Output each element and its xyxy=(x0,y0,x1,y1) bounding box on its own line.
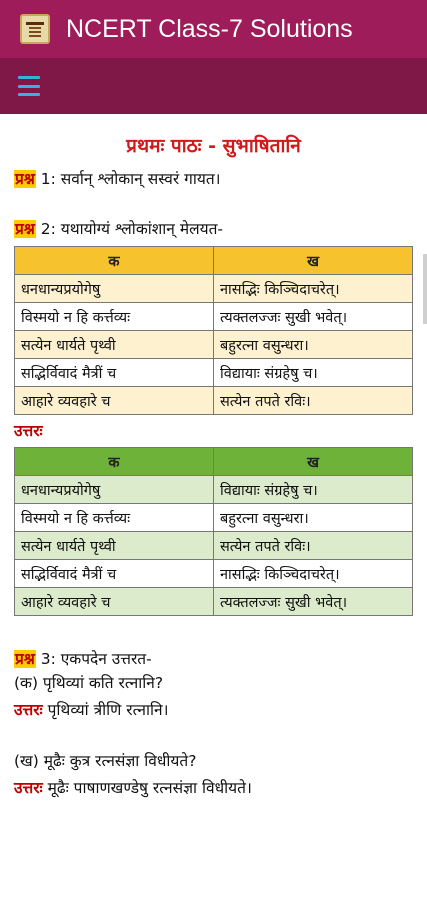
question-text: 2: यथायोग्यं श्लोकांशान् मेलयत- xyxy=(35,220,224,238)
table-cell: आहारे व्यवहारे च xyxy=(15,588,214,616)
question-text: 3: एकपदेन उत्तरत- xyxy=(35,650,152,668)
table-cell: त्यक्तलज्जः सुखी भवेत्। xyxy=(214,303,413,331)
answer-label: उत्तरः xyxy=(14,779,43,797)
table-cell: सत्येन धार्यते पृथ्वी xyxy=(15,331,214,359)
scrollbar[interactable] xyxy=(423,254,427,324)
column-header: क xyxy=(15,247,214,275)
toolbar xyxy=(0,58,427,114)
hamburger-menu-icon[interactable] xyxy=(18,76,40,96)
table-cell: नासद्भिः किञ्चिदाचरेत्। xyxy=(214,275,413,303)
table-cell: बहुरत्ना वसुन्धरा। xyxy=(214,504,413,532)
table-cell: विद्यायाः संग्रहेषु च। xyxy=(214,359,413,387)
table-row xyxy=(15,387,413,415)
match-table xyxy=(14,246,413,415)
sub-answer xyxy=(14,775,413,802)
table-row xyxy=(15,560,413,588)
column-header: क xyxy=(15,448,214,476)
table-cell: बहुरत्ना वसुन्धरा। xyxy=(214,331,413,359)
answer-text: पृथिव्यां त्रीणि रत्नानि। xyxy=(42,701,169,719)
question-1 xyxy=(14,168,413,190)
table-cell: आहारे व्यवहारे च xyxy=(15,387,214,415)
app-book-icon xyxy=(20,14,50,44)
table-cell: त्यक्तलज्जः सुखी भवेत्। xyxy=(214,588,413,616)
sub-question: (क) पृथिव्यां कति रत्नानि? xyxy=(14,674,164,692)
lesson-title: प्रथमः पाठः - सुभाषितानि xyxy=(126,135,301,157)
app-bar xyxy=(0,0,427,58)
question-3 xyxy=(14,648,413,670)
table-row xyxy=(15,476,413,504)
table-cell: सत्येन धार्यते पृथ्वी xyxy=(15,532,214,560)
table-row xyxy=(15,303,413,331)
app-title: NCERT Class-7 Solutions xyxy=(66,14,353,43)
sub-question: (ख) मूढैः कुत्र रत्नसंज्ञा विधीयते? xyxy=(14,752,197,770)
answer-text: मूढैः पाषाणखण्डेषु रत्नसंज्ञा विधीयते। xyxy=(42,779,252,797)
table-cell: विस्मयो न हि कर्त्तव्यः xyxy=(15,504,214,532)
content-area xyxy=(0,114,427,802)
question-label: प्रश्न xyxy=(15,170,35,188)
table-cell: धनधान्यप्रयोगेषु xyxy=(15,275,214,303)
table-row xyxy=(15,331,413,359)
table-row xyxy=(15,504,413,532)
table-header-row xyxy=(15,448,413,476)
table-cell: सत्येन तपते रविः। xyxy=(214,532,413,560)
table-header-row xyxy=(15,247,413,275)
answer-label: उत्तरः xyxy=(14,701,43,719)
table-cell: धनधान्यप्रयोगेषु xyxy=(15,476,214,504)
table-cell: सत्येन तपते रविः। xyxy=(214,387,413,415)
table-row xyxy=(15,359,413,387)
column-header: ख xyxy=(214,448,413,476)
column-header: ख xyxy=(214,247,413,275)
question-label: प्रश्न xyxy=(15,650,35,668)
answer-label: उत्तरः xyxy=(14,422,43,440)
answer-table xyxy=(14,447,413,616)
table-row xyxy=(15,588,413,616)
table-cell: सद्भिर्विवादं मैत्रीं च xyxy=(15,359,214,387)
table-cell: सद्भिर्विवादं मैत्रीं च xyxy=(15,560,214,588)
table-cell: विद्यायाः संग्रहेषु च। xyxy=(214,476,413,504)
sub-answer xyxy=(14,697,413,724)
question-2 xyxy=(14,218,413,240)
table-row xyxy=(15,532,413,560)
question-label: प्रश्न xyxy=(15,220,35,238)
table-cell: विस्मयो न हि कर्त्तव्यः xyxy=(15,303,214,331)
table-row xyxy=(15,275,413,303)
table-cell: नासद्भिः किञ्चिदाचरेत्। xyxy=(214,560,413,588)
question-text: 1: सर्वान् श्लोकान् सस्वरं गायत। xyxy=(35,170,221,188)
